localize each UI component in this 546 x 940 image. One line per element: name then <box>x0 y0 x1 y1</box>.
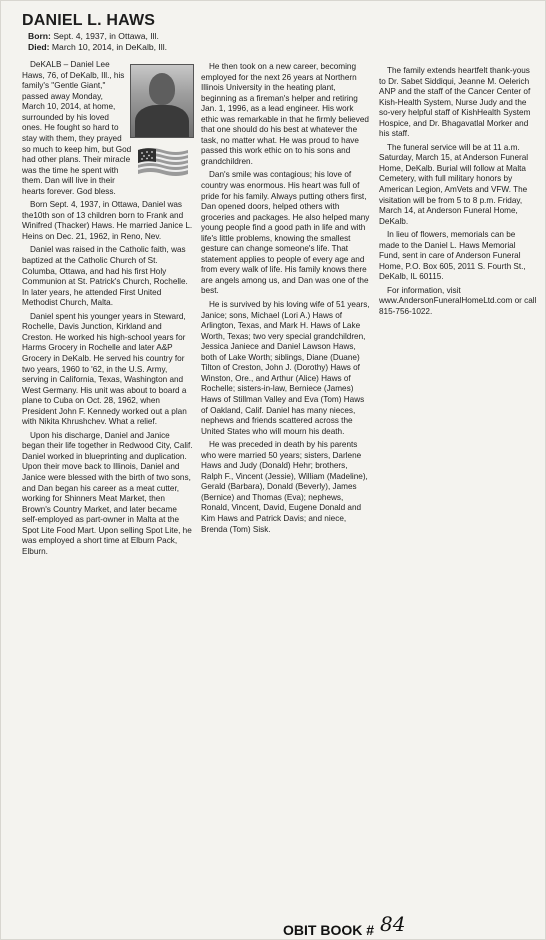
paragraph: In lieu of flowers, memorials can be made to the Daniel L. Haws Memorial Fund, sent in care of Anderson Funeral Home, P.O. Box 605, 2011 S. Fourth St., DeKalb, IL 60115. <box>379 230 526 282</box>
portrait-photo <box>130 64 194 138</box>
paragraph: He is survived by his loving wife of 51 years, Janice; sons, Michael (Lori A.) Haws of Arlington, Texas, and Mark H. Haws of Lake Worth, Texas; two very special grandchildren, Jessica Janiece and Daniel Lawson Haws, both of Lake Worth; siblings, Diane (Duane) Tilton of Creston, John J. (Dorothy) Haws of Winston, Ore., and Arthur (Alice) Haws of Rochelle; sisters-in-law, Berniece (James) Haws of Stillman Valley and Eva (Tom) Haws of Oakland, Calif. Daniel has many nieces, nephews and friends scattered across the United States who will mourn his death. <box>201 300 370 436</box>
died-label: Died: <box>28 41 50 52</box>
born-value: Sept. 4, 1937, in Ottawa, Ill. <box>53 31 159 41</box>
born-line <box>28 31 194 42</box>
handwritten-number: 84 <box>380 912 406 936</box>
paragraph: The family extends heartfelt thank-yous to Dr. Sabet Siddiqui, Jeanne M. Oelerich ANP and the staff of the Cancer Center of Kish-Health System, Nurse Judy and the so-very helpful staff of KishHealth System Hospice, and Dr. Bhagavatlal Morker and his staff. <box>379 66 531 139</box>
paragraph: The funeral service will be at 11 a.m. Saturday, March 15, at Anderson Funeral Home, DeKalb. Burial will follow at Malta Cemetery, with full military honors by American Legion, AmVets and VFW. The visitation will be from 5 to 8 p.m. Friday, March 14, at Anderson Funeral Home, DeKalb. <box>379 142 529 226</box>
lead-paragraph: DeKALB – Daniel Lee Haws, 76, of DeKalb, Ill., his family's "Gentle Giant," passed away Monday, March 10, 2014, at home, surrounded by his loved ones. He fought so hard to stay with them, they prayed so much to keep him, but God had other plans. Their miracle was the time he spent with them. Dan will live in their hearts forever. God bless. <box>22 60 132 196</box>
lead-section <box>22 60 194 197</box>
column-1-body <box>22 200 194 557</box>
column-3 <box>379 66 537 318</box>
obit-book-text: OBIT BOOK # <box>283 922 375 938</box>
paragraph: He was preceded in death by his parents who were married 50 years; sisters, Darlene Haws and Judy (Donald) Hehr; brothers, Ralph F., Vincent (Jessie), William (Madeline), Gerald (Barbara), Donald (Beverly), James (Bernice) and Thomas (Eva); nephews, Ronald, Vincent, David, Eugene Donald and Kim Haws and Patrick Davis; and niece, Brenda (Tom) Sisk. <box>201 440 368 534</box>
paragraph: Dan's smile was contagious; his love of country was enormous. His heart was full of pride for his family. Always putting others first, Dan opened doors, helped others with groceries and packages. He also helped many young people find a good path in life and with life's little problems, knowing the smallest gesture can change someone's life. That statement applies to people of every age and from every walk of life. His family knows there are angels among us, and Dan was one of the best. <box>201 170 370 296</box>
died-value: March 10, 2014, in DeKalb, Ill. <box>51 41 167 52</box>
born-label: Born: <box>28 31 51 41</box>
paragraph: Daniel spent his younger years in Steward, Rochelle, Davis Junction, Kirkland and Creston. He worked his high-school years for Harms Grocery in Rochelle and later A&P Grocery in DeKalb. He served his country for two years, 1960 to '62, in the U.S. Army, serving in California, Texas, Washington and West Germany. His unit was about to board a plane to Cuba on Oct. 28, 1962, when President John F. Kennedy worked out a plan with Nikita Khrushchev. What a relief. <box>22 311 187 427</box>
paragraph: Born Sept. 4, 1937, in Ottawa, Daniel was the10th son of 13 children born to Frank and Winifred (Thacker) Haws. He married Janice L. Heins on Dec. 21, 1962, in Reno, Nev. <box>22 200 193 241</box>
died-line <box>28 42 194 53</box>
paragraph: He then took on a new career, becoming employed for the next 26 years at Northern Illinois University in the heating plant, beginning as a fireman's helper and retiring Jan. 1, 1996, as a lead engineer. His work ethic was remarkable in that he firmly believed that one should do his best at whatever the task, no matter what. He was proud to have passed this work ethic on to his sons and grandchildren. <box>201 62 369 166</box>
american-flag-icon <box>136 146 190 178</box>
column-1 <box>22 12 194 557</box>
paragraph: Upon his discharge, Daniel and Janice began their life together in Redwood City, Calif. Daniel worked in blueprinting and duplication. Upon their move back to Illinois, Daniel and Janice were blessed with the birth of two sons, and Dan began his career as a meat cutter, working for Shinners Meat Market, then Brown's Country Market, and later became self-employed as part-owner in Malta at the Spot Lite Food Mart. Upon selling Spot Lite, he was employed a short time at Elburn Pack, Elburn. <box>22 430 193 556</box>
paragraph: Daniel was raised in the Catholic faith, was baptized at the Catholic Church of St. Columba, Ottawa, and had his first Holy Communion at St. Patrick's Church, Rochelle. In later years, he attended First United Methodist Church, Malta. <box>22 245 188 308</box>
paragraph: For information, visit www.AndersonFuneralHomeLtd.com or call 815-756-1022. <box>379 285 537 317</box>
column-2 <box>201 62 371 535</box>
obituary-name: DANIEL L. HAWS <box>22 12 156 29</box>
obit-book-label <box>283 912 406 940</box>
